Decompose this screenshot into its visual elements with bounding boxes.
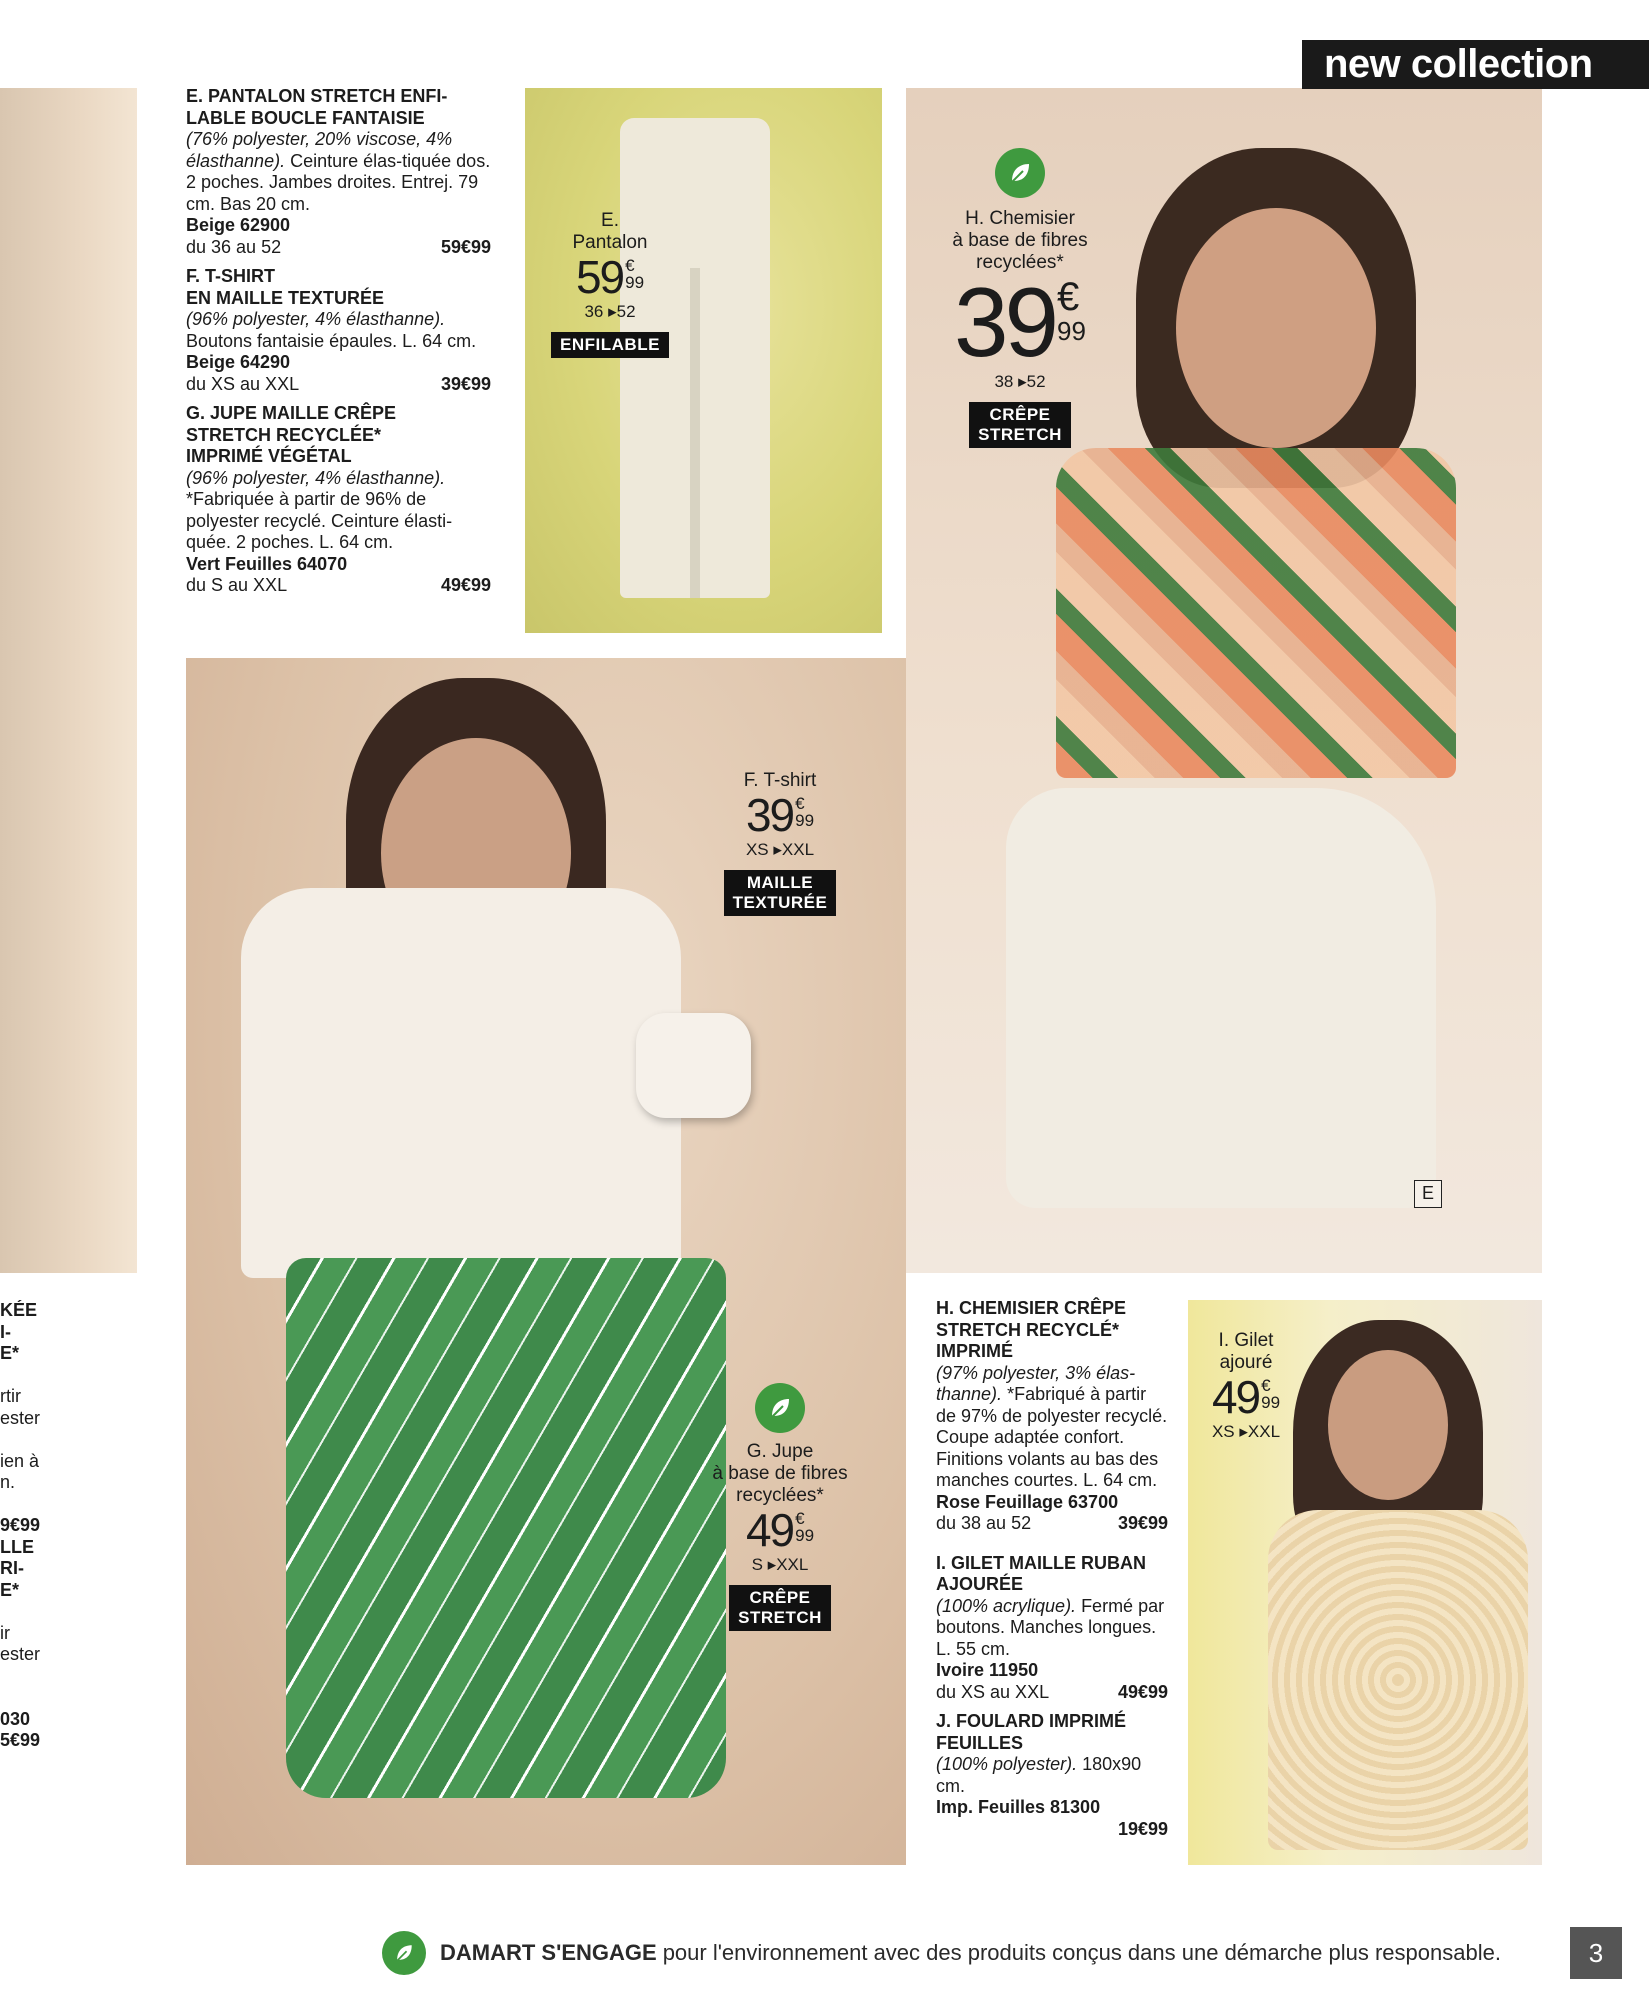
- tag-feature-pill: ENFILABLE: [551, 332, 669, 358]
- price-currency: €: [625, 256, 635, 275]
- price-cents: 99: [1057, 316, 1086, 346]
- cut-line: KÉE: [0, 1300, 38, 1320]
- cut-line: [0, 1687, 60, 1709]
- product-composition: (100% polyester).: [936, 1754, 1078, 1774]
- product-copy-right: [936, 1298, 1168, 1848]
- price-currency: €: [1261, 1376, 1271, 1395]
- tag-feature-pill: CRÊPE STRETCH: [729, 1585, 831, 1631]
- pants-illustration: [1006, 788, 1436, 1208]
- cut-line: ien à: [0, 1450, 40, 1471]
- price-integer: 49: [745, 1504, 794, 1556]
- tag-label: I. Gilet ajouré: [1218, 1330, 1274, 1373]
- price-integer: 59: [575, 251, 624, 303]
- price-cents-group: [795, 795, 814, 829]
- cut-line: ester: [0, 1407, 41, 1428]
- product-composition: (96% polyester, 4% élasthanne).: [186, 467, 446, 488]
- tag-feature-pill: CRÊPE STRETCH: [969, 402, 1071, 448]
- price-cents-group: [625, 257, 644, 291]
- product-sizes: du XS au XXL: [186, 373, 300, 394]
- photo-left-edge: [0, 88, 137, 1273]
- tag-price: [954, 267, 1086, 377]
- price-cents-group: [795, 1510, 814, 1544]
- price-cents: 99: [795, 1526, 815, 1545]
- page-number: 3: [1570, 1927, 1622, 1979]
- left-cut-text: [0, 1300, 60, 1752]
- price-cents-group: [1261, 1377, 1280, 1411]
- tag-label: E. Pantalon: [572, 210, 648, 253]
- leaf-icon: [755, 1383, 805, 1433]
- cut-line: [0, 1666, 60, 1688]
- fabric-swatch: [636, 1013, 751, 1118]
- cut-line: RI-: [0, 1558, 24, 1578]
- cut-line: [0, 1429, 60, 1451]
- cut-line: [0, 1494, 60, 1516]
- product-size-price: [936, 1682, 1168, 1704]
- photo-reference-letter: E: [1414, 1180, 1442, 1208]
- price-cents-group: [1057, 277, 1086, 345]
- cut-line: rtir: [0, 1386, 21, 1406]
- cut-line: ester: [0, 1644, 41, 1664]
- product-title: G. JUPE MAILLE CRÊPE STRETCH RECYCLÉE* IMPRIMÉ VÉGÉTAL: [186, 403, 397, 466]
- blouse-illustration: [1056, 448, 1456, 778]
- product-color: Imp. Feuilles 81300: [936, 1797, 1101, 1817]
- product-description: Fermé par boutons. Manches longues. L. 55 cm.: [936, 1595, 1165, 1659]
- product-copy-left: [186, 86, 491, 605]
- product-sizes: du 38 au 52: [936, 1513, 1032, 1533]
- tshirt-illustration: [241, 888, 681, 1278]
- cut-line: E*: [0, 1579, 20, 1600]
- product-size-price: [936, 1513, 1168, 1535]
- price-currency: €: [1057, 275, 1080, 319]
- product-composition: (100% acrylique).: [936, 1595, 1077, 1616]
- product-composition: (97% polyester, 3% élas-thanne).: [936, 1362, 1136, 1404]
- product-description: Boutons fantaisie épaules. L. 64 cm.: [186, 330, 477, 351]
- product-description: 180x90 cm.: [936, 1754, 1142, 1796]
- price-cents: 99: [1261, 1393, 1281, 1412]
- product-size-price: [936, 1819, 1168, 1841]
- tag-sizes: XS ▸XXL: [1211, 1422, 1281, 1441]
- product-e: [186, 86, 491, 258]
- tag-gilet: [1196, 1330, 1296, 1442]
- tag-chemisier: [920, 148, 1120, 448]
- leaf-icon: [995, 148, 1045, 198]
- tag-pantalon: [540, 210, 680, 358]
- product-sizes: du XS au XXL: [936, 1681, 1050, 1702]
- cut-line: I-: [0, 1321, 11, 1342]
- product-f: [186, 266, 491, 395]
- product-color: Rose Feuillage 63700: [936, 1491, 1119, 1512]
- cut-line: ir: [0, 1622, 10, 1643]
- tag-price: [745, 1504, 815, 1556]
- model-face: [1328, 1350, 1448, 1500]
- product-j: [936, 1711, 1168, 1840]
- product-title: F. T-SHIRT EN MAILLE TEXTURÉE: [186, 266, 385, 308]
- product-composition: (76% polyester, 20% viscose, 4% élasthanne).: [186, 129, 453, 171]
- tag-label: G. Jupe à base de fibres recyclées*: [712, 1441, 848, 1506]
- tag-price: [1211, 1371, 1281, 1423]
- footer-commitment: [382, 1927, 1501, 1979]
- product-sizes: du S au XXL: [186, 575, 288, 595]
- photo-pantalon: [525, 88, 882, 633]
- product-color: Beige 64290: [186, 352, 291, 372]
- price-integer: 49: [1211, 1371, 1260, 1423]
- product-g: [186, 403, 491, 597]
- product-price: 49€99: [440, 575, 491, 595]
- tag-sizes: 38 ▸52: [994, 372, 1046, 391]
- cut-line: E*: [0, 1343, 20, 1363]
- tag-price: [575, 251, 645, 303]
- product-h: [936, 1298, 1168, 1535]
- product-sizes: du 36 au 52: [186, 236, 282, 257]
- price-currency: €: [795, 1509, 805, 1528]
- cut-line: 5€99: [0, 1730, 41, 1750]
- cut-line: [0, 1365, 60, 1387]
- tag-tshirt: [710, 770, 850, 916]
- price-integer: 39: [745, 789, 794, 841]
- footer-brand: DAMART S'ENGAGE: [440, 1940, 657, 1965]
- product-price: 49€99: [1117, 1681, 1168, 1702]
- product-title: H. CHEMISIER CRÊPE STRETCH RECYCLÉ* IMPRIMÉ: [936, 1298, 1127, 1361]
- product-description: *Fabriquée à partir de 96% de polyester recyclé. Ceinture élasti-quée. 2 poches. L. 64 cm.: [186, 489, 453, 552]
- product-description: *Fabriqué à partir de 97% de polyester recyclé. Coupe adaptée confort. Finitions volants au bas des manches courtes. L. 64 cm.: [936, 1384, 1168, 1490]
- price-cents: 99: [795, 811, 815, 830]
- cut-line: 9€99: [0, 1515, 41, 1535]
- product-title: E. PANTALON STRETCH ENFI- LABLE BOUCLE FANTAISIE: [186, 86, 448, 128]
- price-currency: €: [795, 794, 805, 813]
- new-collection-banner: new collection: [1302, 40, 1649, 89]
- tag-label: H. Chemisier à base de fibres recyclées*: [952, 208, 1088, 273]
- cut-line: LLE: [0, 1536, 34, 1557]
- product-color: Vert Feuilles 64070: [186, 553, 348, 574]
- tag-feature-pill: MAILLE TEXTURÉE: [724, 870, 837, 916]
- cardigan-illustration: [1268, 1510, 1528, 1850]
- product-color: Ivoire 11950: [936, 1660, 1039, 1680]
- product-size-price: [186, 575, 491, 597]
- product-i: [936, 1553, 1168, 1704]
- product-size-price: [186, 237, 491, 259]
- model-face: [1176, 208, 1376, 448]
- product-description: Ceinture élas-tiquée dos. 2 poches. Jambes droites. Entrej. 79 cm. Bas 20 cm.: [186, 150, 491, 214]
- product-color: Beige 62900: [186, 215, 291, 235]
- cut-line: n.: [0, 1472, 16, 1492]
- tag-sizes: XS ▸XXL: [745, 840, 815, 859]
- price-integer: 39: [954, 267, 1056, 377]
- product-title: I. GILET MAILLE RUBAN AJOURÉE: [936, 1552, 1146, 1594]
- product-price: 59€99: [440, 236, 491, 257]
- cut-line: [0, 1601, 60, 1623]
- footer-text: pour l'environnement avec des produits conçus dans une démarche plus responsable.: [662, 1940, 1501, 1965]
- tag-price: [745, 789, 815, 841]
- product-price: 39€99: [1117, 1513, 1168, 1533]
- product-title: J. FOULARD IMPRIMÉ FEUILLES: [936, 1711, 1127, 1753]
- skirt-illustration: [286, 1258, 726, 1798]
- cut-line: 030: [0, 1708, 31, 1729]
- product-price: 39€99: [440, 373, 491, 394]
- tag-label: F. T-shirt: [743, 770, 817, 791]
- tag-jupe: [690, 1383, 870, 1631]
- leaf-icon: [382, 1931, 426, 1975]
- product-price: 19€99: [1117, 1818, 1168, 1839]
- tag-sizes: S ▸XXL: [751, 1555, 809, 1574]
- price-cents: 99: [625, 273, 645, 292]
- product-size-price: [186, 374, 491, 396]
- product-composition: (96% polyester, 4% élasthanne).: [186, 309, 446, 329]
- pants-illustration: [620, 118, 770, 598]
- tag-sizes: 36 ▸52: [584, 302, 636, 321]
